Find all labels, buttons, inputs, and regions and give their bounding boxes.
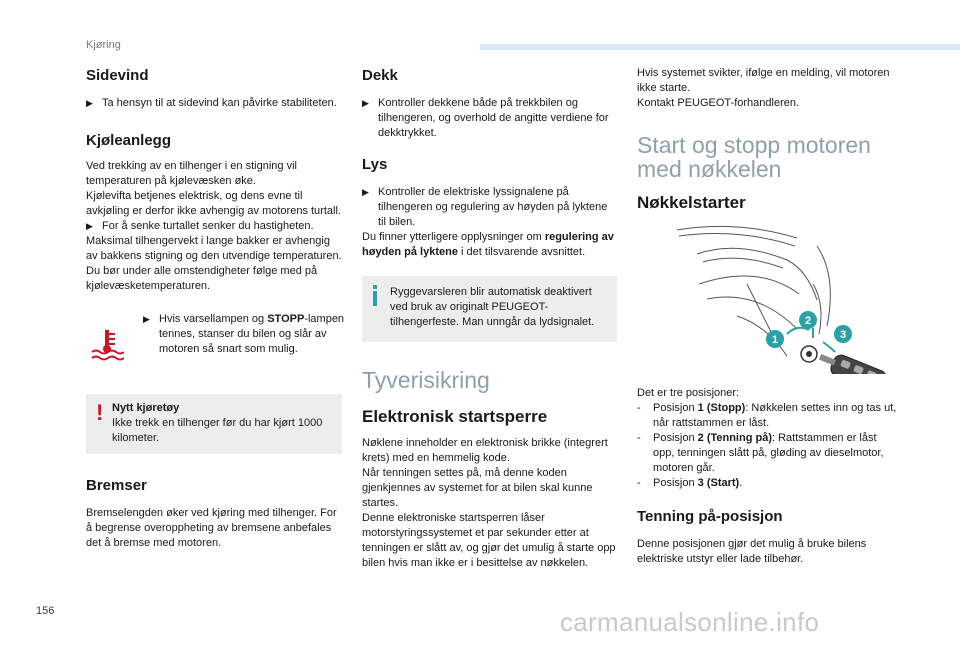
kjoleanlegg-text-4: Du bør under alle omstendigheter følge med på kjølevæsketemperaturen.	[86, 265, 318, 292]
header-bar	[480, 44, 960, 50]
kjoleanlegg-text-1: Ved trekking av en tilhenger i en stigning vil temperaturen på kjølevæsken øke.	[86, 160, 297, 187]
kjoleanlegg-bullet: ▶ For å senke turtallet senker du hastigheten.	[86, 220, 314, 232]
position-3-item: - Posisjon 3 (Start).	[637, 477, 743, 489]
tenning-heading: Tenning på-posisjon	[637, 508, 783, 525]
column-2	[362, 66, 617, 571]
position-2-item: - Posisjon 2 (Tenning på): Rattstammen er låst opp, tenningen slått på, gløding av dieselmotor, motoren går.	[637, 432, 884, 474]
warn-bold: STOPP	[267, 313, 305, 325]
nokkelstarter-heading: Nøkkelstarter	[637, 193, 746, 212]
bullet-icon: ▶	[86, 98, 93, 108]
bullet-icon: ▶	[362, 98, 369, 108]
column-3	[637, 66, 899, 567]
info-icon	[369, 285, 381, 306]
warning-lamp-note	[86, 312, 345, 384]
bullet-icon: ▶	[362, 187, 369, 197]
section-label: Kjøring	[86, 39, 121, 51]
dekk-heading: Dekk	[362, 67, 398, 84]
start-stop-heading: Start og stopp motoren med nøkkelen	[637, 132, 871, 182]
contact-text: Kontakt PEUGEOT-forhandleren.	[637, 97, 800, 109]
startsperre-text-1: Nøklene inneholder en elektronisk brikke (integrert krets) med en hemmelig kode.	[362, 437, 608, 464]
sidevind-heading: Sidevind	[86, 67, 149, 84]
tenning-text: Denne posisjonen gjør det mulig å bruke bilens elektriske utstyr eller lade tilbehør.	[637, 538, 867, 565]
startsperre-text-3: Denne elektroniske startsperren låser motorstyringssystemet et par sekunder etter at tenningen er slått av, og gjør det umulig å starte opp bilen hvis man ikke er i besittelse av nøkkelen.	[362, 512, 616, 569]
label-1: 1	[771, 334, 779, 346]
alert-text: Ikke trekk en tilhenger før du har kjørt 1000 kilometer.	[112, 417, 323, 444]
warn-post: -lampen tennes, stanser du bilen og slår av motoren så snart som mulig.	[159, 313, 345, 355]
tyverisikring-heading: Tyverisikring	[362, 367, 490, 393]
alert-title: Nytt kjøretøy	[112, 402, 180, 414]
exclamation-icon: !	[96, 400, 104, 425]
lys-text: Du finner ytterligere opplysninger om regulering av høyden på lyktene i det tilsvarende avsnittet.	[362, 231, 614, 258]
dekk-bullet: ▶ Kontroller dekkene både på trekkbilen og tilhengeren, og overhold de angitte verdiene for dekktrykket.	[362, 97, 609, 139]
startsperre-text-2: Når tenningen settes på, må denne koden gjenkjennes av systemet for at bilen skal kunne startes.	[362, 467, 593, 509]
kjoleanlegg-text-2: Kjølevifta betjenes elektrisk, og dens evne til avkjøling er derfor ikke avhengig av motorens turtall.	[86, 190, 341, 217]
bremser-heading: Bremser	[86, 477, 147, 494]
positions-intro: Det er tre posisjoner:	[637, 387, 740, 399]
info-box	[362, 276, 617, 342]
startsperre-heading: Elektronisk startsperre	[362, 407, 548, 426]
coolant-temperature-icon	[90, 328, 124, 362]
column-1	[86, 66, 345, 551]
warn-pre: Hvis varsellampen og	[159, 313, 268, 325]
bullet-icon: ▶	[143, 314, 150, 324]
new-vehicle-alert	[86, 394, 342, 454]
label-3: 3	[839, 329, 847, 341]
bullet-icon: ▶	[86, 221, 93, 231]
page-number: 156	[36, 605, 55, 617]
failure-text: Hvis systemet svikter, ifølge en melding, vil motoren ikke starte.	[637, 67, 890, 94]
label-2: 2	[804, 315, 812, 327]
lys-heading: Lys	[362, 156, 388, 173]
kjoleanlegg-text-3: Maksimal tilhengervekt i lange bakker er avhengig av bakkens stigning og den utvendige temperaturen.	[86, 235, 342, 262]
kjoleanlegg-heading: Kjøleanlegg	[86, 132, 172, 149]
lys-bullet: ▶ Kontroller de elektriske lyssignalene på tilhengeren og regulering av høyden på lyktene til bilen.	[362, 186, 608, 228]
info-text: Ryggevarsleren blir automatisk deaktivert ved bruk av originalt PEUGEOT-tilhengerfeste. Man unngår da lydsignalet.	[390, 286, 595, 328]
sidevind-bullet: ▶ Ta hensyn til at sidevind kan påvirke stabiliteten.	[86, 97, 337, 109]
watermark: carmanualsonline.info	[560, 607, 820, 637]
position-1-item: - Posisjon 1 (Stopp): Nøkkelen settes inn og tas ut, når rattstammen er låst.	[637, 402, 897, 429]
ignition-key-illustration	[637, 224, 899, 374]
steering-ignition-drawing	[637, 224, 899, 374]
bremser-text: Bremselengden øker ved kjøring med tilhenger. For å begrense overoppheting av bremsene anbefales det å bremse med motoren.	[86, 507, 337, 549]
